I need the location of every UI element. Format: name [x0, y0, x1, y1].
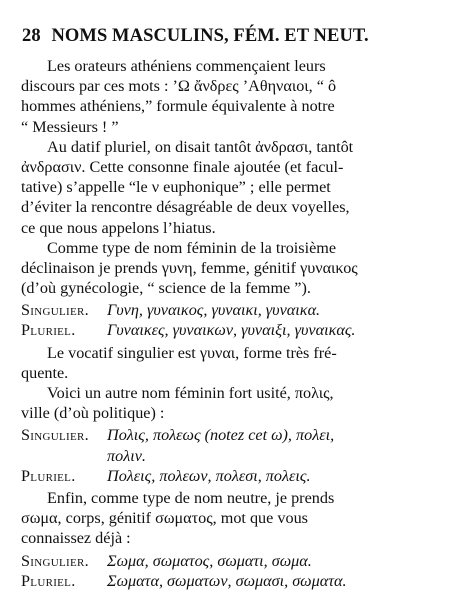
text-line: Comme type de nom féminin de la troisième	[47, 238, 337, 257]
text-line: déclinaison je prends γυνη, femme, génitif γυναικος	[21, 258, 358, 277]
declension-row	[21, 551, 448, 571]
text-line: ville (d’où politique) :	[21, 404, 165, 423]
singular-label: Singulier.	[21, 551, 89, 570]
text-line: “ Messieurs ! ”	[21, 117, 119, 136]
text-line: Voici un autre nom féminin fort usité, πολις,	[47, 384, 334, 402]
singular-label: Singulier.	[21, 426, 89, 445]
paragraph-neutre	[21, 488, 448, 549]
declension-row	[21, 300, 448, 320]
singular-label: Singulier.	[21, 301, 89, 320]
text-line: connaissez déjà :	[21, 529, 131, 548]
paragraph-datif	[21, 137, 448, 238]
plural-forms: Γυναικες, γυναικων, γυναιξι, γυναικας.	[107, 321, 356, 340]
text-line: Enfin, comme type de nom neutre, je prends	[47, 488, 335, 507]
paragraph-vocatif	[21, 343, 448, 383]
page-number: 28	[22, 26, 41, 46]
plural-label: Pluriel.	[21, 466, 76, 485]
declension-continuation	[21, 446, 448, 466]
plural-label: Pluriel.	[21, 571, 76, 590]
singular-forms-cont: πολιν.	[107, 446, 146, 465]
header-title: NOMS MASCULINS, FÉM. ET NEUT.	[51, 26, 369, 46]
declension-row	[21, 320, 448, 340]
text-line: Les orateurs athéniens commençaient leurs	[47, 57, 326, 75]
paragraph-orateurs	[21, 56, 448, 137]
singular-forms: Σωμα, σωματος, σωματι, σωμα.	[107, 551, 312, 570]
text-line: discours par ces mots : ’Ω ἄνδρες ’Αθηναιοι, “ ô	[21, 77, 337, 96]
text-line: ce que nous appelons l’hiatus.	[21, 218, 216, 237]
declension-gyne	[21, 300, 448, 340]
paragraph-polis	[21, 383, 448, 423]
plural-forms: Πολεις, πολεων, πολεσι, πολεις.	[107, 466, 311, 485]
declension-row	[21, 466, 448, 486]
declension-soma	[21, 551, 448, 591]
plural-label: Pluriel.	[21, 321, 76, 340]
declension-row	[21, 425, 448, 445]
page-body	[21, 56, 448, 591]
text-line: Au datif pluriel, on disait tantôt ἀνδρασι, tantôt	[47, 137, 354, 156]
plural-forms: Σωματα, σωματων, σωμασι, σωματα.	[107, 571, 347, 590]
text-line: d’éviter la rencontre désagréable de deux voyelles,	[21, 198, 350, 217]
paragraph-feminin	[21, 238, 448, 299]
text-line: tative) s’appelle “le ν euphonique” ; elle permet	[21, 178, 331, 197]
text-line: ἀνδρασιν. Cette consonne finale ajoutée (et facul-	[21, 157, 344, 176]
running-header	[22, 26, 452, 47]
text-line: hommes athéniens,” formule équivalente à notre	[21, 97, 335, 116]
text-line: Le vocatif singulier est γυναι, forme très fré-	[47, 343, 337, 362]
text-line: quente.	[21, 363, 69, 382]
declension-polis	[21, 425, 448, 486]
text-line: σωμα, corps, génitif σωματος, mot que vous	[21, 509, 308, 528]
singular-forms: Πολις, πολεως (notez cet ω), πολει,	[107, 426, 335, 445]
text-line: (d’où gynécologie, “ science de la femme ”).	[21, 279, 311, 298]
singular-forms: Γυνη, γυναικος, γυναικι, γυναικα.	[107, 301, 321, 320]
declension-row	[21, 571, 448, 591]
